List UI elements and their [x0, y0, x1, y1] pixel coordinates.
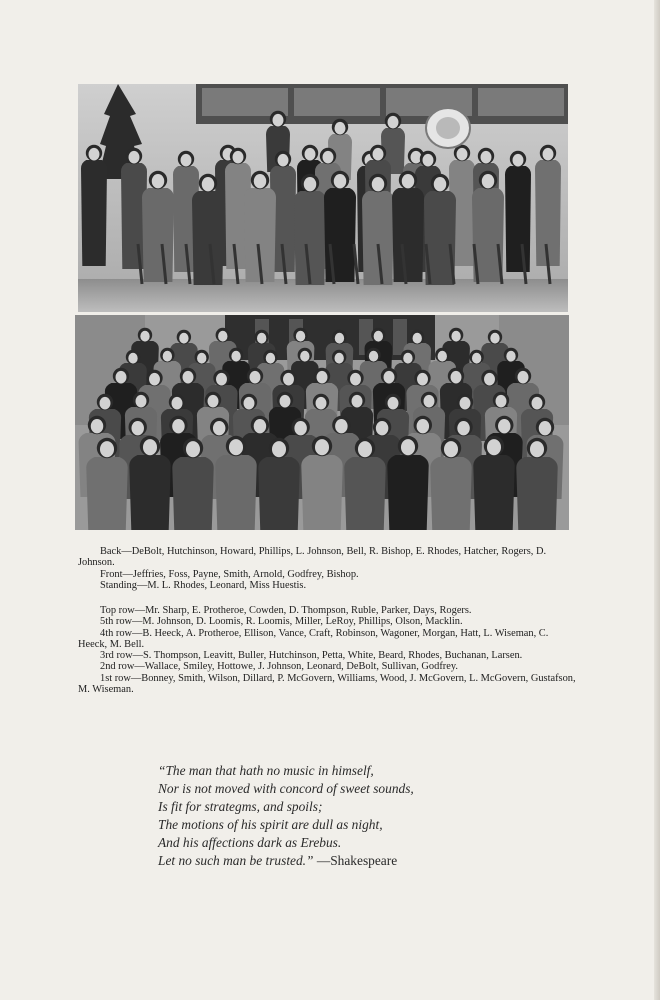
page-edge: [654, 0, 660, 1000]
quote-closing: Let no such man be trusted.”: [158, 853, 314, 869]
orchestra-caption-front: Front—Jeffries, Foss, Payne, Smith, Arnold, Godfrey, Bishop.: [100, 568, 359, 580]
quote-line: Is fit for strategms, and spoils;: [158, 799, 323, 815]
orchestra-caption-back: Back—DeBolt, Hutchinson, Howard, Phillips, L. Johnson, Bell, R. Bishop, E. Rhodes, Hatcher, Rogers, D. Johnson.: [78, 546, 547, 569]
chorus-photo: [75, 315, 569, 530]
chorus-caption-3rd-row: 3rd row—S. Thompson, Leavitt, Buller, Hutchinson, Petta, White, Beard, Rhodes, Buchanan, Larsen.: [100, 650, 523, 662]
quote-line: The motions of his spirit are dull as night,: [158, 817, 383, 833]
orchestra-caption-standing: Standing—M. L. Rhodes, Leonard, Miss Huestis.: [100, 579, 307, 591]
chorus-caption-4th-row: 4th row—B. Heeck, A. Protheroe, Ellison, Vance, Craft, Robinson, Wagoner, Morgan, Hatt, L. Wiseman, C. Heeck, M. Bell.: [78, 627, 549, 650]
chorus-caption-5th-row: 5th row—M. Johnson, D. Loomis, R. Loomis, Miller, LeRoy, Phillips, Olson, Macklin.: [100, 616, 463, 628]
chorus-caption-1st-row: 1st row—Bonney, Smith, Wilson, Dillard, P. McGovern, Williams, Wood, J. McGovern, L. McGovern, Gustafson, M. Wiseman.: [78, 672, 576, 696]
quote-attribution: —Shakespeare: [313, 853, 398, 869]
orchestra-photo-graphic: [78, 84, 568, 312]
quote-line: Nor is not moved with concord of sweet sounds,: [158, 781, 414, 797]
orchestra-caption: [78, 546, 576, 591]
shakespeare-quote: [158, 762, 538, 871]
chorus-caption-2nd-row: 2nd row—Wallace, Smiley, Hottowe, J. Johnson, Leonard, DeBolt, Sullivan, Godfrey.: [100, 661, 458, 673]
chorus-caption-top-row: Top row—Mr. Sharp, E. Protheroe, Cowden, D. Thompson, Ruble, Parker, Days, Rogers.: [100, 605, 472, 616]
orchestra-photo: [78, 84, 568, 312]
chorus-caption: [78, 605, 576, 695]
chorus-photo-graphic: [75, 315, 569, 530]
quote-line: “The man that hath no music in himself,: [158, 763, 374, 778]
quote-last-line: [158, 852, 538, 870]
quote-line: And his affections dark as Erebus.: [158, 835, 342, 851]
